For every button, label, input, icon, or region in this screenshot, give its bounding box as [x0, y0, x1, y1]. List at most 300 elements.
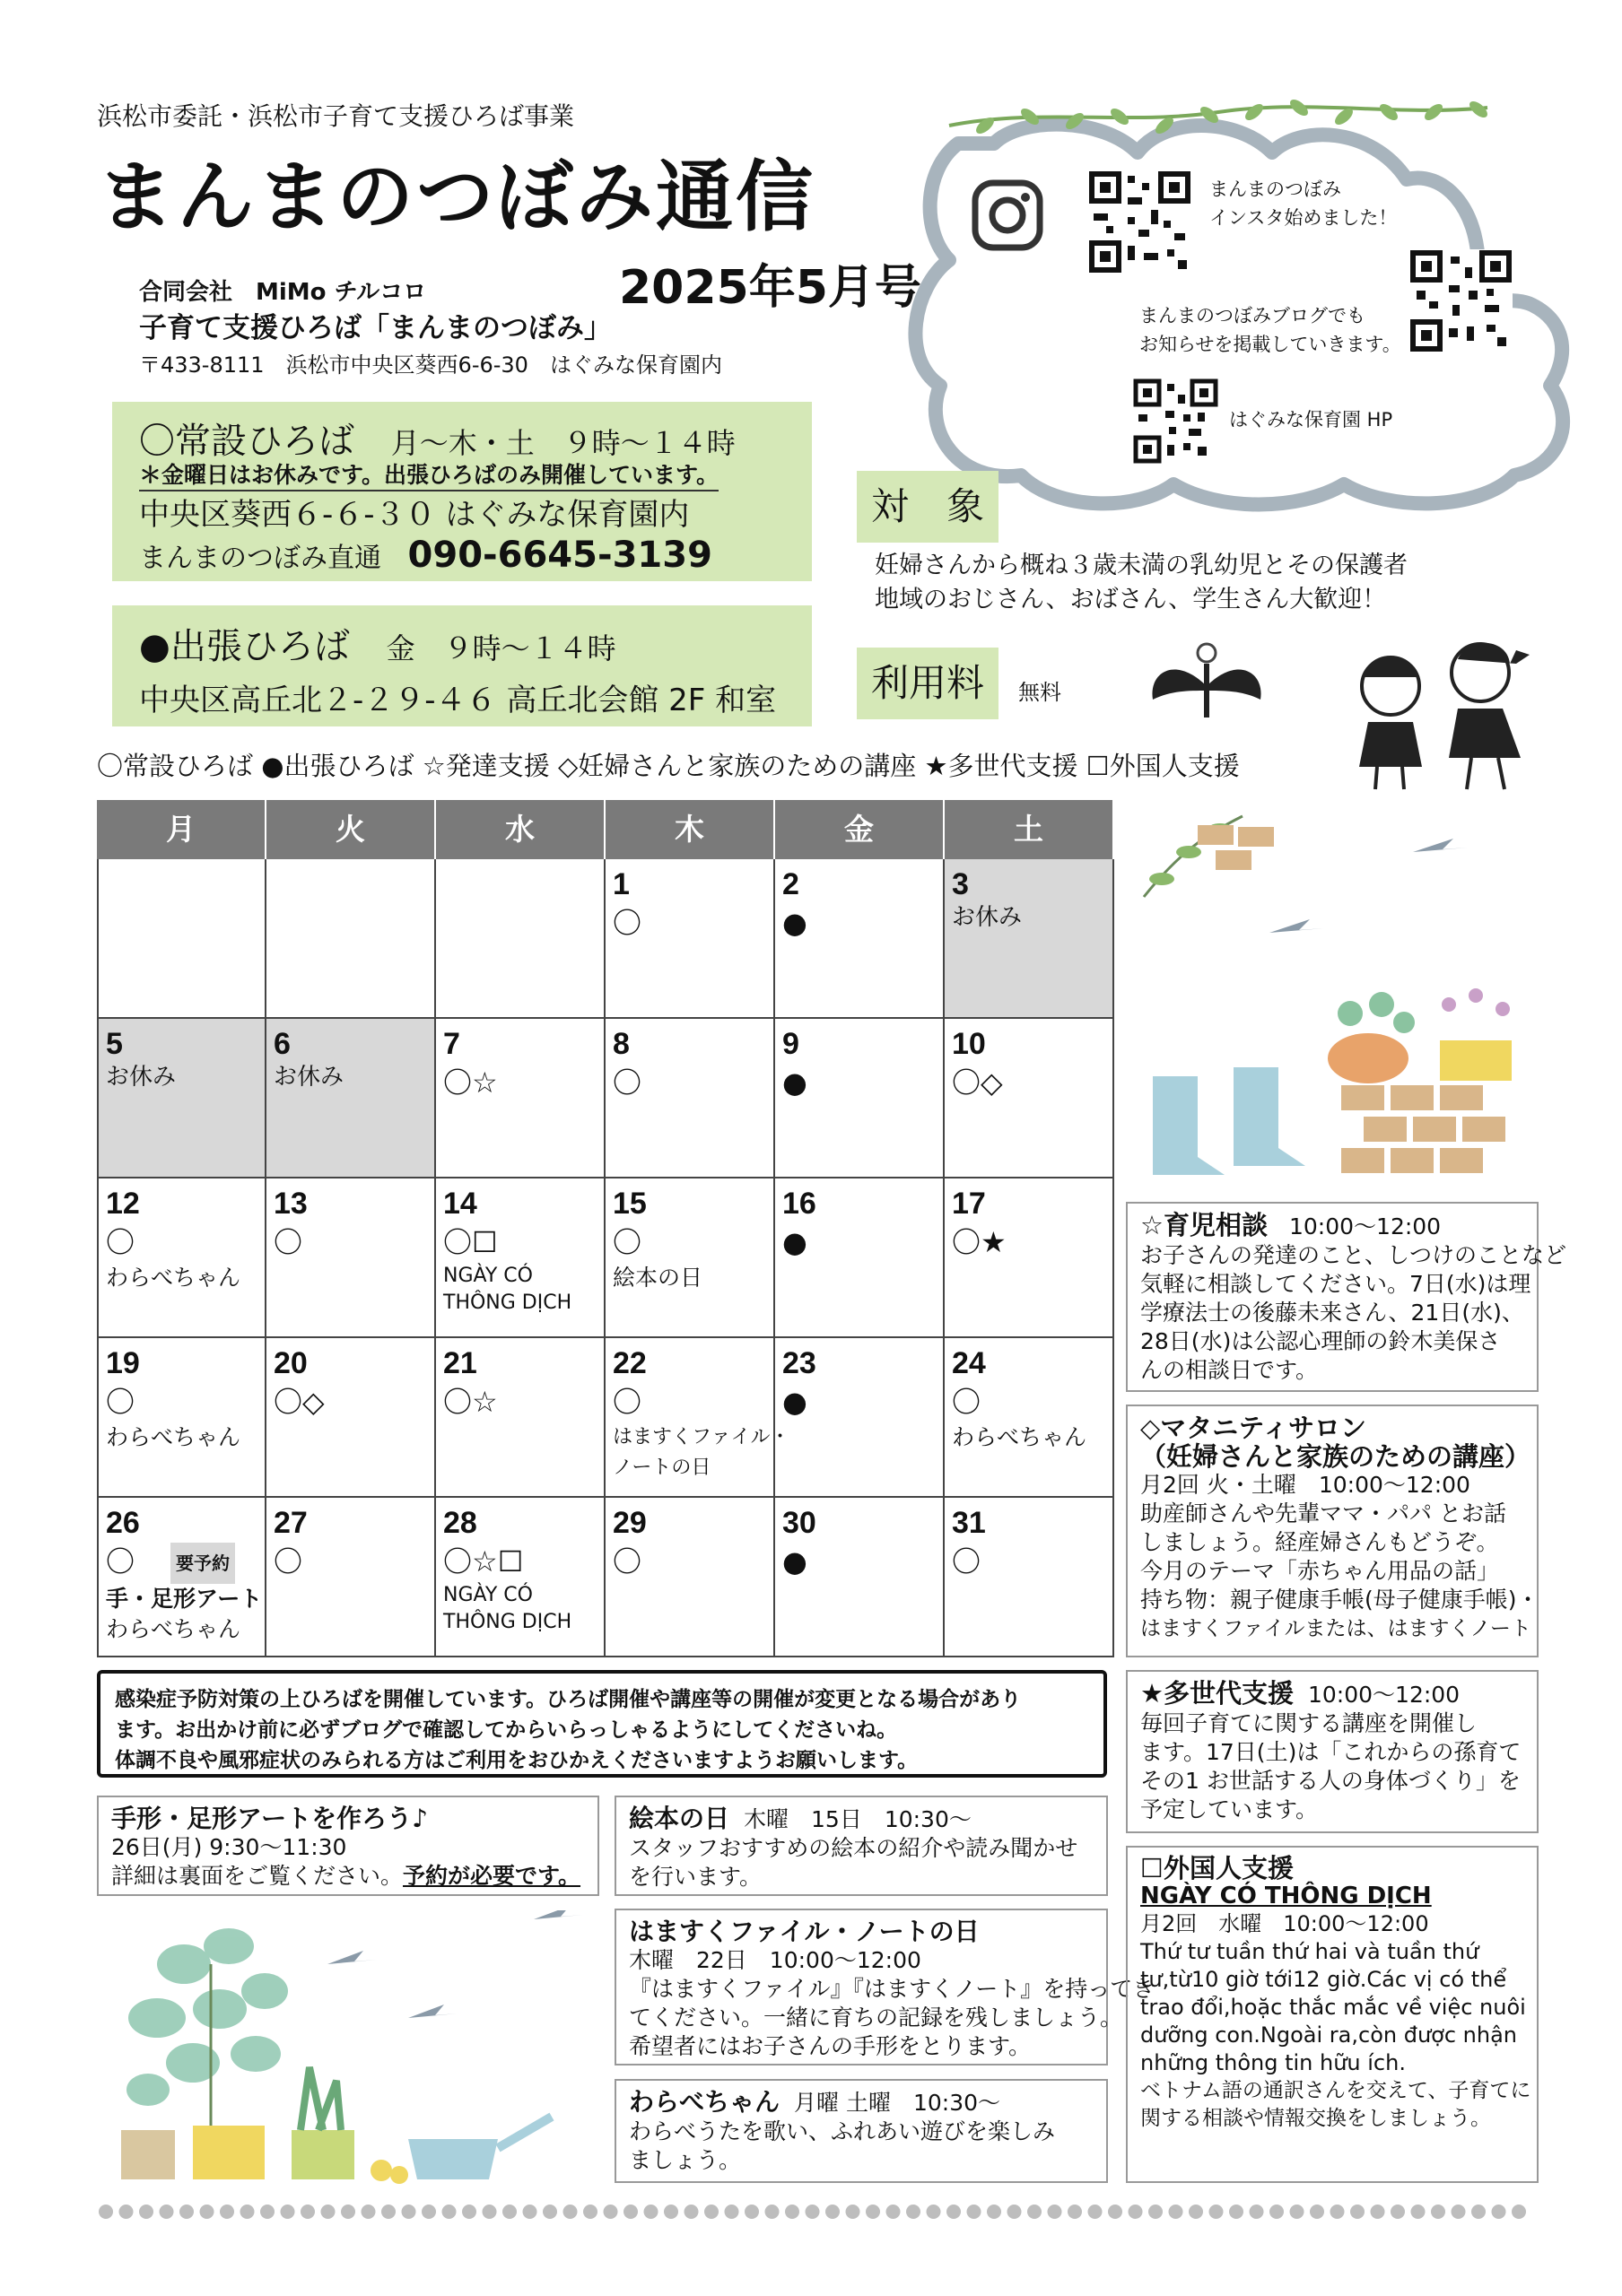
divider-dot [341, 2205, 355, 2219]
calendar-day-cell [775, 1178, 945, 1338]
day-symbols [274, 1222, 427, 1263]
day-number: 26 [106, 1506, 140, 1540]
issue-date: 2025年5月号 [619, 261, 921, 315]
day-note: お休み [274, 1064, 344, 1091]
divider-dot [281, 2205, 295, 2219]
calendar-day-cell [266, 859, 436, 1019]
garden-illustration-icon [1135, 798, 1539, 1193]
day-symbols-text: 〇☆ [443, 1385, 498, 1419]
day-number: 10 [952, 1027, 986, 1061]
divider-dot [1148, 2205, 1163, 2219]
day-symbols [952, 1222, 1105, 1263]
day-number: 1 [613, 867, 630, 901]
divider-dot [422, 2205, 436, 2219]
target-line-1: 妊婦さんから概ね３歳未満の乳幼児とその保護者 [875, 552, 1408, 579]
divider-dot [381, 2205, 396, 2219]
maternity-line-1: 助産師さんや先輩ママ・パパ とお話 [1140, 1500, 1506, 1526]
divider-dot [604, 2205, 618, 2219]
day-number: 14 [443, 1187, 477, 1221]
divider-dot [1431, 2205, 1445, 2219]
weekday-header: 土 [945, 800, 1114, 859]
divider-dot [1411, 2205, 1426, 2219]
blog-text [1139, 301, 1401, 359]
art-detail-a: 詳細は裏面をご覧ください。 [111, 1863, 404, 1889]
calendar-day-cell [606, 1498, 775, 1657]
calendar-day-cell [945, 1338, 1114, 1498]
divider-dot [1512, 2205, 1526, 2219]
outreach-heading-text: ●出張ひろば [139, 626, 350, 667]
calendar-day-cell [436, 1019, 606, 1178]
divider-dot [442, 2205, 457, 2219]
day-symbols-text: ● [782, 1385, 807, 1419]
permanent-hours: 月〜木・土 ９時〜１４時 [390, 426, 736, 460]
ikuji-time: 10:00〜12:00 [1289, 1213, 1442, 1239]
art-detail-b: 予約が必要です。 [403, 1863, 581, 1889]
foreign-support-box [1126, 1846, 1539, 2183]
art-time: 26日(月) 9:30〜11:30 [111, 1834, 347, 1860]
day-symbols-text: 〇★ [952, 1225, 1007, 1259]
day-number: 19 [106, 1346, 140, 1380]
day-note: お休み [952, 904, 1023, 931]
day-note: わらべちゃん [106, 1616, 241, 1642]
weekday-header: 水 [436, 800, 606, 859]
art-title: 手形・足形アートを作ろう♪ [111, 1804, 429, 1833]
calendar-day-cell [97, 859, 266, 1019]
ikuji-line-4: 28日(水)は公認心理師の鈴木美保さ [1140, 1328, 1501, 1354]
insta-line-1: まんまのつぼみ [1209, 178, 1341, 200]
hamasuku-title: はますくファイル・ノートの日 [629, 1917, 980, 1946]
calendar-day-cell [97, 1498, 266, 1657]
divider-dot [1088, 2205, 1103, 2219]
foreign-line-4: dưỡng con.Ngoài ra,còn được nhận [1140, 2022, 1518, 2048]
instagram-qr-code-icon[interactable] [1088, 170, 1191, 274]
ehon-time: 木曜 15日 10:30〜 [744, 1806, 972, 1832]
divider-dot [1471, 2205, 1486, 2219]
day-symbols-text: ● [782, 1544, 807, 1578]
divider-dot [906, 2205, 920, 2219]
hamasuku-line-3: 希望者にはお子さんの手形をとります。 [629, 2033, 1032, 2059]
calendar-day-cell [266, 1019, 436, 1178]
divider-dot [1290, 2205, 1304, 2219]
day-number: 31 [952, 1506, 986, 1540]
calendar-day-cell [606, 1178, 775, 1338]
foreign-time: 月2回 水曜 10:00〜12:00 [1140, 1911, 1429, 1936]
sns-cloud [904, 90, 1586, 529]
blog-line-2: お知らせを掲載していきます。 [1139, 334, 1401, 355]
maternity-line-3: 今月のテーマ「赤ちゃん用品の話」 [1140, 1558, 1500, 1584]
phone-number[interactable]: 090-6645-3139 [407, 535, 712, 576]
maternity-subtitle: （妊婦さんと家族のための講座） [1140, 1441, 1531, 1472]
permanent-place: 中央区葵西６-６-３０ はぐみな保育園内 [139, 497, 690, 533]
day-number: 30 [782, 1506, 816, 1540]
fee-value: 無料 [1018, 680, 1061, 705]
day-symbols [782, 902, 936, 944]
fee-label: 利用料 [857, 648, 998, 719]
day-note: ノートの日 [613, 1457, 711, 1479]
day-symbols-text: ● [782, 1065, 807, 1100]
hp-text: はぐみな保育園 HP [1229, 409, 1393, 430]
day-number: 16 [782, 1187, 816, 1221]
divider-dot [785, 2205, 799, 2219]
org-name: 子育て支援ひろば「まんまのつぼみ」 [139, 312, 612, 344]
insta-text [1209, 175, 1397, 232]
divider-dot [1048, 2205, 1062, 2219]
calendar-day-cell [775, 1019, 945, 1178]
weekday-header: 金 [775, 800, 945, 859]
tasedai-line-3: その1 お世話する人の身体づくり」を [1140, 1768, 1521, 1794]
day-symbols [952, 1541, 1105, 1582]
divider-dot [1330, 2205, 1345, 2219]
calendar-day-cell [606, 859, 775, 1019]
divider-dot [967, 2205, 981, 2219]
divider-dot [1129, 2205, 1143, 2219]
day-note: わらべちゃん [952, 1424, 1087, 1450]
day-symbols-text: 〇 [613, 1065, 642, 1100]
day-symbols [782, 1062, 936, 1103]
day-symbols [274, 1541, 427, 1582]
outreach-place: 中央区高丘北２-２９-４６ 高丘北会館 2F 和室 [139, 683, 777, 718]
day-symbols-text: 〇 [613, 906, 642, 940]
art-event-box [97, 1796, 599, 1896]
symbol-legend: 〇常設ひろば ●出張ひろば ☆発達支援 ◇妊婦さんと家族のための講座 ★多世代支援 ☐外国人支援 [97, 751, 1240, 781]
day-symbols-text: 〇 [106, 1544, 135, 1578]
outreach-hiroba-box [112, 605, 812, 726]
divider-dot [139, 2205, 153, 2219]
day-symbols [443, 1541, 597, 1582]
instagram-icon[interactable] [972, 179, 1043, 251]
divider-dot [200, 2205, 214, 2219]
day-number: 27 [274, 1506, 308, 1540]
day-symbols [106, 1381, 257, 1422]
foreign-title: ☐外国人支援 [1140, 1853, 1294, 1883]
divider-dot [927, 2205, 941, 2219]
maternity-line-5: はますくファイルまたは、はますくノート [1140, 1617, 1531, 1640]
permanent-heading-text: 〇常設ひろば [139, 421, 354, 462]
org-address: 〒433-8111 浜松市中央区葵西6-6-30 はぐみな保育園内 [139, 352, 722, 378]
divider-dot [483, 2205, 497, 2219]
day-number: 22 [613, 1346, 647, 1380]
divider-dot [220, 2205, 234, 2219]
day-symbols [443, 1222, 597, 1263]
day-number: 7 [443, 1027, 460, 1061]
divider-dot [563, 2205, 578, 2219]
foreign-line-3: trao đổi,hoặc thắc mắc về việc nuôi [1140, 1995, 1526, 2020]
tasedai-line-2: ます。17日(土)は「これからの孫育て [1140, 1739, 1522, 1765]
day-symbols [106, 1222, 257, 1263]
divider-dot [402, 2205, 416, 2219]
target-text [875, 549, 1408, 617]
day-symbols-text: 〇☆ [443, 1065, 498, 1100]
calendar-day-cell [606, 1338, 790, 1498]
ehon-event-box [615, 1796, 1108, 1896]
day-number: 17 [952, 1187, 986, 1221]
day-symbols [613, 1062, 766, 1103]
weekday-header: 月 [97, 800, 266, 859]
maternity-time: 月2回 火・土曜 10:00〜12:00 [1140, 1472, 1470, 1498]
weekday-header: 火 [266, 800, 436, 859]
notice-line-1: 感染症予防対策の上ひろばを開催しています。ひろば開催や講座等の開催が変更となる場合があり [115, 1688, 1022, 1711]
warabe-line-2: ましょう。 [629, 2147, 742, 2173]
hamasuku-event-box [615, 1909, 1155, 2066]
divider-dot [1007, 2205, 1022, 2219]
day-number: 6 [274, 1027, 291, 1061]
reservation-required-badge: 要予約 [170, 1543, 235, 1584]
ehon-line-2: を行います。 [629, 1864, 763, 1890]
day-symbols-text: 〇☆☐ [443, 1544, 524, 1578]
divider-dot [1250, 2205, 1264, 2219]
divider-dot [502, 2205, 517, 2219]
day-note: THÔNG DỊCH [443, 1611, 572, 1633]
day-note: お休み [106, 1064, 177, 1091]
day-symbols-text: 〇 [106, 1225, 135, 1259]
calendar-day-cell [945, 1178, 1114, 1338]
day-number: 24 [952, 1346, 986, 1380]
day-symbols [613, 1381, 766, 1422]
hamasuku-line-2: てください。一緒に育ちの記録を残しましょう。 [629, 2005, 1123, 2031]
blog-line-1: まんまのつぼみブログでも [1139, 305, 1365, 326]
divider-dot [1189, 2205, 1203, 2219]
weekday-header: 木 [606, 800, 775, 859]
day-note: 手・足形アート [106, 1586, 263, 1612]
day-symbols [952, 1381, 1105, 1422]
warabe-line-1: わらべうたを歌い、ふれあい遊びを楽しみ [629, 2118, 1056, 2144]
calendar-day-cell [945, 1019, 1114, 1178]
divider-dot [179, 2205, 194, 2219]
maternity-line-2: しましょう。経産婦さんもどうぞ。 [1140, 1529, 1499, 1555]
divider-dot [987, 2205, 1001, 2219]
day-symbols-text: 〇 [613, 1225, 642, 1259]
divider-dot [1452, 2205, 1466, 2219]
calendar-day-cell [775, 859, 945, 1019]
day-note: はますくファイル・ [613, 1426, 790, 1448]
divider-dot [1027, 2205, 1042, 2219]
day-number: 21 [443, 1346, 477, 1380]
ikuji-line-1: お子さんの発達のこと、しつけのことなど [1140, 1242, 1567, 1268]
ikuji-title: ☆育児相談 [1140, 1210, 1268, 1240]
insta-line-2: インスタ始めました！ [1209, 207, 1398, 229]
day-number: 28 [443, 1506, 477, 1540]
day-symbols-text: 〇 [613, 1544, 642, 1578]
divider-dot [99, 2205, 113, 2219]
divider-dot [1391, 2205, 1405, 2219]
org-company: 合同会社 MiMo チルコロ [139, 279, 427, 306]
day-symbols-text: 〇◇ [274, 1385, 325, 1419]
divider-dot [160, 2205, 174, 2219]
day-symbols [782, 1222, 936, 1263]
day-number: 5 [106, 1027, 123, 1061]
calendar [97, 800, 1115, 1661]
day-symbols [613, 902, 766, 944]
day-symbols-text: 〇 [952, 1544, 981, 1578]
day-note: わらべちゃん [106, 1424, 241, 1450]
divider-dot [1310, 2205, 1324, 2219]
tasedai-line-4: 予定しています。 [1140, 1796, 1319, 1822]
divider-dot [1229, 2205, 1243, 2219]
divider-dot [825, 2205, 840, 2219]
target-line-2: 地域のおじさん、おばさん、学生さん大歓迎！ [875, 586, 1387, 613]
maternity-title: ◇マタニティサロン [1140, 1413, 1366, 1443]
calendar-day-cell [436, 1498, 606, 1657]
divider-dot [362, 2205, 376, 2219]
ehon-title: 絵本の日 [629, 1804, 730, 1833]
divider-dot [765, 2205, 780, 2219]
calendar-day-cell [97, 1338, 266, 1498]
day-note: わらべちゃん [106, 1265, 241, 1291]
ikuji-line-3: 学療法士の後藤未来さん、21日(水)、 [1140, 1300, 1524, 1326]
day-symbols-text: 〇☐ [443, 1225, 498, 1259]
notice-box [97, 1670, 1107, 1778]
day-symbols [782, 1541, 936, 1582]
day-symbols [613, 1541, 766, 1582]
ikuji-line-2: 気軽に相談してください。7日(水)は理 [1140, 1271, 1531, 1297]
ehon-line-1: スタッフおすすめの絵本の紹介や読み聞かせ [629, 1835, 1078, 1861]
sprout-illustration-icon [1148, 637, 1265, 722]
divider-dot [806, 2205, 820, 2219]
divider-dot [543, 2205, 557, 2219]
day-symbols-text: 〇 [274, 1544, 303, 1578]
permanent-phone-row [139, 535, 712, 576]
calendar-day-cell [97, 1178, 266, 1338]
hp-qr-code-icon[interactable] [1133, 378, 1218, 464]
maternity-box [1126, 1405, 1539, 1657]
day-symbols [782, 1381, 936, 1422]
day-symbols [952, 1062, 1105, 1103]
tasedai-title: ★多世代支援 [1140, 1678, 1294, 1709]
calendar-day-cell [436, 1338, 606, 1498]
plants-illustration-icon [103, 1910, 606, 2184]
divider-dot [462, 2205, 476, 2219]
foreign-line-7: 関する相談や情報交換をしましょう。 [1140, 2107, 1491, 2130]
notice-line-2: ます。お出かけ前に必ずブログで確認してからいらっしゃるようにしてくださいね。 [115, 1718, 898, 1742]
maternity-line-4: 持ち物：親子健康手帳(母子健康手帳)・ [1140, 1587, 1539, 1613]
day-symbols [106, 1541, 257, 1584]
day-number: 23 [782, 1346, 816, 1380]
tasedai-box [1126, 1670, 1539, 1833]
day-number: 13 [274, 1187, 308, 1221]
blog-qr-code-icon[interactable] [1409, 249, 1513, 352]
calendar-day-cell [97, 1019, 266, 1178]
hamasuku-time: 木曜 22日 10:00〜12:00 [629, 1947, 921, 1973]
divider-dot [704, 2205, 719, 2219]
subtitle: 浜松市委託・浜松市子育て支援ひろば事業 [97, 101, 575, 131]
divider-dot [745, 2205, 759, 2219]
day-symbols-text: 〇 [274, 1225, 303, 1259]
foreign-line-6: ベトナム語の通訳さんを交えて、子育てに [1140, 2079, 1531, 2102]
calendar-day-cell [775, 1498, 945, 1657]
divider-dot [1269, 2205, 1284, 2219]
calendar-day-cell [266, 1498, 436, 1657]
foreign-subtitle: NGÀY CÓ THÔNG DỊCH [1140, 1883, 1432, 1909]
day-note: 絵本の日 [613, 1265, 703, 1291]
divider-dot [1068, 2205, 1082, 2219]
day-number: 9 [782, 1027, 799, 1061]
children-illustration-icon [1350, 623, 1539, 794]
warabe-title: わらべちゃん [629, 2087, 780, 2117]
warabe-event-box [615, 2079, 1108, 2183]
divider-dot [240, 2205, 255, 2219]
divider-dot [624, 2205, 638, 2219]
newsletter-title: まんまのつぼみ通信 [97, 152, 815, 242]
tasedai-time: 10:00〜12:00 [1308, 1682, 1461, 1708]
day-symbols [613, 1222, 766, 1263]
divider-dot [1371, 2205, 1385, 2219]
calendar-day-cell [436, 1178, 606, 1338]
calendar-day-cell [945, 1498, 1114, 1657]
divider-dot [1108, 2205, 1122, 2219]
calendar-day-cell [266, 1178, 436, 1338]
notice-line-3: 体調不良や風邪症状のみられる方はご利用をおひかえくださいますようお願いします。 [115, 1749, 919, 1772]
divider-dot [119, 2205, 134, 2219]
divider-dot [1350, 2205, 1365, 2219]
divider-dot [260, 2205, 275, 2219]
divider-dot [664, 2205, 678, 2219]
divider-dot [644, 2205, 658, 2219]
day-number: 20 [274, 1346, 308, 1380]
day-symbols [443, 1381, 597, 1422]
day-symbols-text: 〇 [106, 1385, 135, 1419]
warabe-time: 月曜 土曜 10:30〜 [794, 2090, 1001, 2116]
dotted-divider [97, 2202, 1541, 2222]
divider-dot [1209, 2205, 1224, 2219]
day-number: 12 [106, 1187, 140, 1221]
art-detail [111, 1862, 585, 1891]
divider-dot [523, 2205, 537, 2219]
day-number: 29 [613, 1506, 647, 1540]
divider-dot [583, 2205, 597, 2219]
day-number: 2 [782, 867, 799, 901]
divider-dot [301, 2205, 315, 2219]
day-symbols [274, 1381, 427, 1422]
foreign-line-1: Thứ tư tuần thứ hai và tuần thứ [1140, 1939, 1479, 1964]
divider-dot [886, 2205, 901, 2219]
outreach-hiroba-heading [139, 618, 616, 669]
day-symbols-text: 〇 [952, 1385, 981, 1419]
permanent-hiroba-heading [139, 413, 736, 464]
divider-dot [321, 2205, 336, 2219]
target-label: 対 象 [857, 471, 998, 543]
calendar-day-cell [266, 1338, 436, 1498]
outreach-hours: 金 ９時〜１４時 [386, 631, 616, 665]
day-symbols [443, 1062, 597, 1103]
divider-dot [685, 2205, 699, 2219]
day-number: 3 [952, 867, 969, 901]
divider-dot [1492, 2205, 1506, 2219]
divider-dot [866, 2205, 880, 2219]
hamasuku-line-1: 『はますくファイル』『はますくノート』を持ってき [629, 1976, 1155, 2002]
permanent-hiroba-box [112, 402, 812, 581]
ikuji-box [1126, 1202, 1567, 1392]
day-note: NGÀY CÓ [443, 1584, 533, 1606]
divider-dot [1169, 2205, 1183, 2219]
day-number: 8 [613, 1027, 630, 1061]
calendar-day-cell [945, 859, 1114, 1019]
phone-label: まんまのつぼみ直通 [139, 543, 381, 574]
day-number: 15 [613, 1187, 647, 1221]
day-symbols-text: 〇◇ [952, 1065, 1003, 1100]
foreign-line-5: những thông tin hữu ích. [1140, 2050, 1406, 2075]
day-note: NGÀY CÓ [443, 1265, 533, 1287]
day-symbols-text: ● [782, 906, 807, 940]
foreign-line-2: tư,từ10 giờ tới12 giờ.Các vị có thể [1140, 1967, 1507, 1992]
ikuji-line-5: んの相談日です。 [1140, 1357, 1319, 1383]
calendar-day-cell [775, 1338, 945, 1498]
calendar-day-cell [436, 859, 606, 1019]
permanent-note: ＊金曜日はお休みです。出張ひろばのみ開催しています。 [139, 457, 719, 491]
divider-dot [725, 2205, 739, 2219]
divider-dot [846, 2205, 860, 2219]
day-note: THÔNG DỊCH [443, 1292, 572, 1314]
divider-dot [946, 2205, 961, 2219]
